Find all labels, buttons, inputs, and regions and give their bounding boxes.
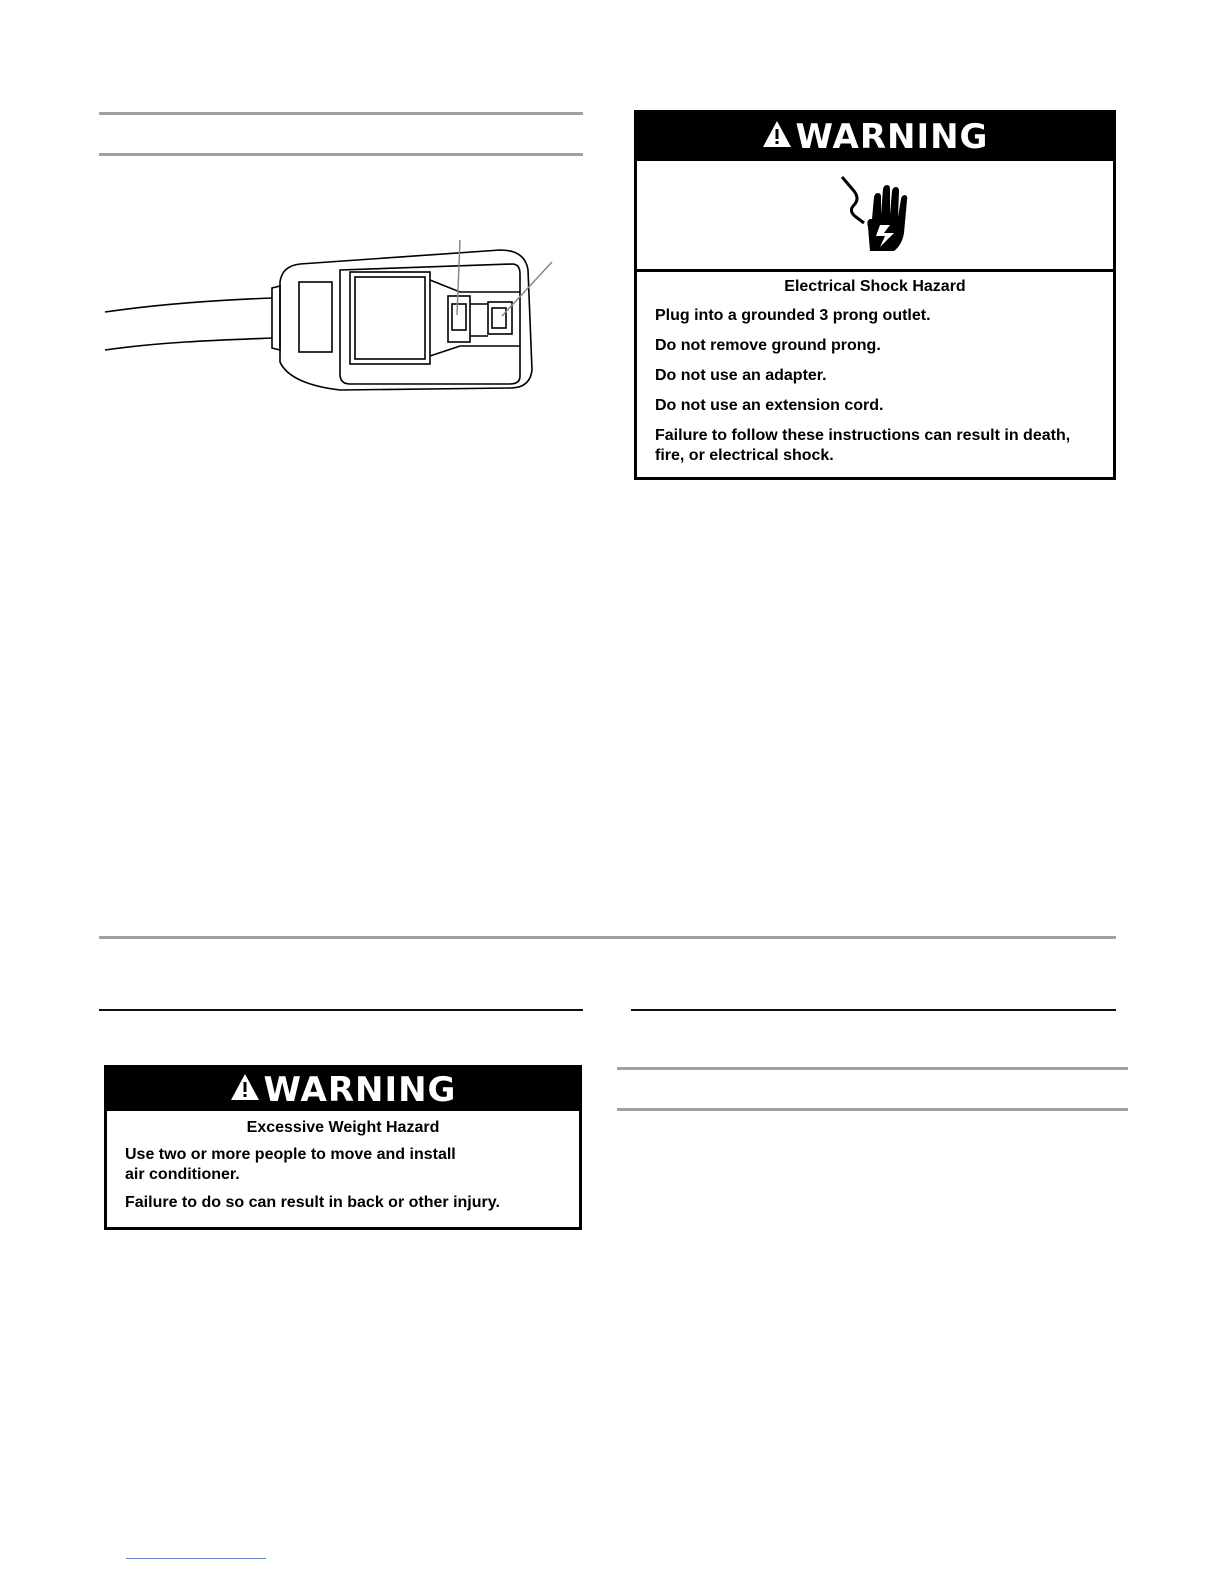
section-divider bbox=[99, 936, 1116, 939]
section-rule-top-lower bbox=[99, 153, 583, 156]
warning-heading: WARNING bbox=[795, 117, 989, 157]
hazard-icon-area bbox=[637, 161, 1113, 272]
right-column-rule bbox=[631, 1009, 1116, 1011]
right-header-rule-top bbox=[617, 1067, 1128, 1070]
warning-header bbox=[107, 1068, 579, 1111]
footer-underline bbox=[126, 1558, 266, 1559]
warning-line: Failure to do so can result in back or other injury. bbox=[125, 1194, 500, 1211]
warning-triangle-icon bbox=[762, 117, 792, 157]
warning-line: Failure to follow these instructions can result in death, fire, or electrical shock. bbox=[655, 427, 1071, 464]
warning-line: Use two or more people to move and install air conditioner. bbox=[125, 1146, 456, 1183]
warning-line: Plug into a grounded 3 prong outlet. bbox=[655, 307, 931, 324]
section-rule-top bbox=[99, 112, 583, 115]
warning-line: Do not remove ground prong. bbox=[655, 337, 881, 354]
warning-line: Do not use an adapter. bbox=[655, 367, 827, 384]
excessive-weight-warning bbox=[104, 1065, 582, 1230]
warning-header bbox=[637, 113, 1113, 161]
hazard-title: Excessive Weight Hazard bbox=[246, 1119, 440, 1136]
shock-hand-icon bbox=[830, 169, 920, 261]
warning-heading: WARNING bbox=[263, 1069, 457, 1110]
power-plug-illustration bbox=[100, 230, 570, 400]
hazard-title: Electrical Shock Hazard bbox=[784, 278, 966, 295]
electrical-shock-warning bbox=[634, 110, 1116, 480]
right-header-rule-bottom bbox=[617, 1108, 1128, 1111]
left-column-rule bbox=[99, 1009, 583, 1011]
warning-line: Do not use an extension cord. bbox=[655, 397, 884, 414]
warning-triangle-icon bbox=[230, 1070, 260, 1110]
